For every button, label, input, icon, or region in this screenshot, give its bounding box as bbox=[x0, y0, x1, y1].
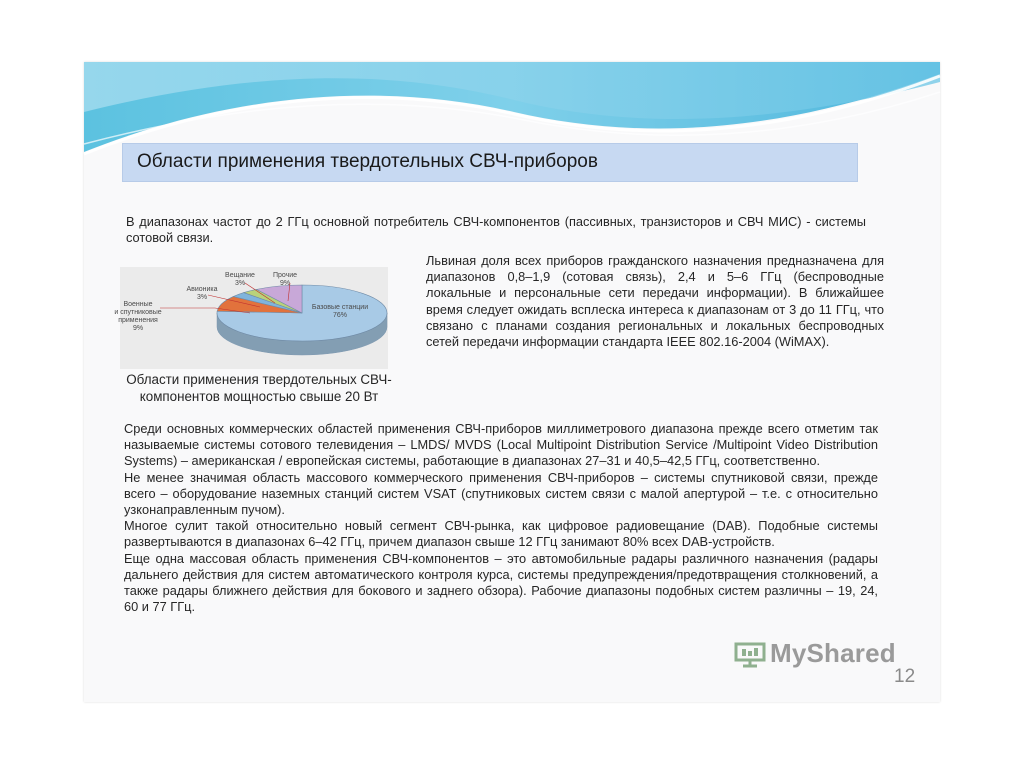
slide bbox=[84, 62, 940, 702]
bottom-text bbox=[124, 421, 878, 615]
watermark bbox=[734, 638, 904, 672]
pie-caption: Области применения твердотельных СВЧ-компонентов мощностью свыше 20 Вт bbox=[126, 372, 392, 404]
paragraph-lmds: Среди основных коммерческих областей применения СВЧ-приборов миллиметрового диапазона прежде всего отметим так называемые системы сотового телевидения – LMDS/ MVDS (Local Multipoint Distribution Service /Multipoint Video Distribution Systems) – американская / европейская системы, работающие в диапазонах 27–31 и 40,5–42,5 ГГц, соответственно. bbox=[124, 421, 878, 469]
pie-label-3: Вещание 3% bbox=[225, 272, 255, 287]
pie-label-0: Базовые станции 76% bbox=[311, 304, 369, 319]
right-paragraph: Львиная доля всех приборов гражданского назначения предназначена для диапазонов 0,8–1,9 (сотовая связь), 2,4 и 5–6 ГГц (беспроводные локальные и персональные сети передачи информации). В ближайшее время следует ожидать всплеска интереса к диапазонам от 3 до 11 ГГц, что связано с планами создания региональных и локальных беспроводных сетей передачи информации стандарта IEEE 802.16-2004 (WiMAX). bbox=[426, 253, 884, 350]
paragraph-vsat: Не менее значимая область массового коммерческого применения СВЧ-приборов – системы спутниковой связи, прежде всего – оборудование наземных станций систем VSAT (спутниковых систем связи с малой апертурой – т.е. с относительно узконаправленным пучом). bbox=[124, 469, 878, 518]
pie-chart bbox=[114, 267, 388, 369]
watermark-text: MyShared bbox=[770, 638, 896, 668]
pie-label-4: Прочие 9% bbox=[272, 272, 298, 287]
paragraph-dab: Многое сулит такой относительно новый сегмент СВЧ-рынка, как цифровое радиовещание (DAB). Подобные системы развертываются в диапазонах 6–42 ГГц, причем диапазон свыше 12 ГГц занимают 80% всех DAB-устройств. bbox=[124, 518, 878, 550]
title-bar bbox=[122, 143, 858, 182]
presentation-board-icon bbox=[734, 642, 766, 668]
pie-label-2: Авионика 3% bbox=[186, 286, 218, 301]
pie-chart-panel bbox=[114, 267, 388, 369]
intro-text: В диапазонах частот до 2 ГГц основной потребитель СВЧ-компонентов (пассивных, транзисторов и СВЧ МИС) - системы сотовой связи. bbox=[126, 214, 866, 246]
slide-title: Области применения твердотельных СВЧ-приборов bbox=[137, 151, 598, 172]
page-number: 12 bbox=[894, 666, 916, 687]
paragraph-radar: Еще одна массовая область применения СВЧ-компонентов – это автомобильные радары различного назначения (радары дальнего действия для систем автоматического контроля курса, системы предупреждения/предотвращения столкновений, а также радары ближнего действия для бокового и заднего обзора). Рабочие диапазоны подобных систем различны – 19, 24, 60 и 77 ГГц. bbox=[124, 550, 878, 615]
pie-label-1: Военные и спутниковые применения 9% bbox=[114, 301, 162, 332]
